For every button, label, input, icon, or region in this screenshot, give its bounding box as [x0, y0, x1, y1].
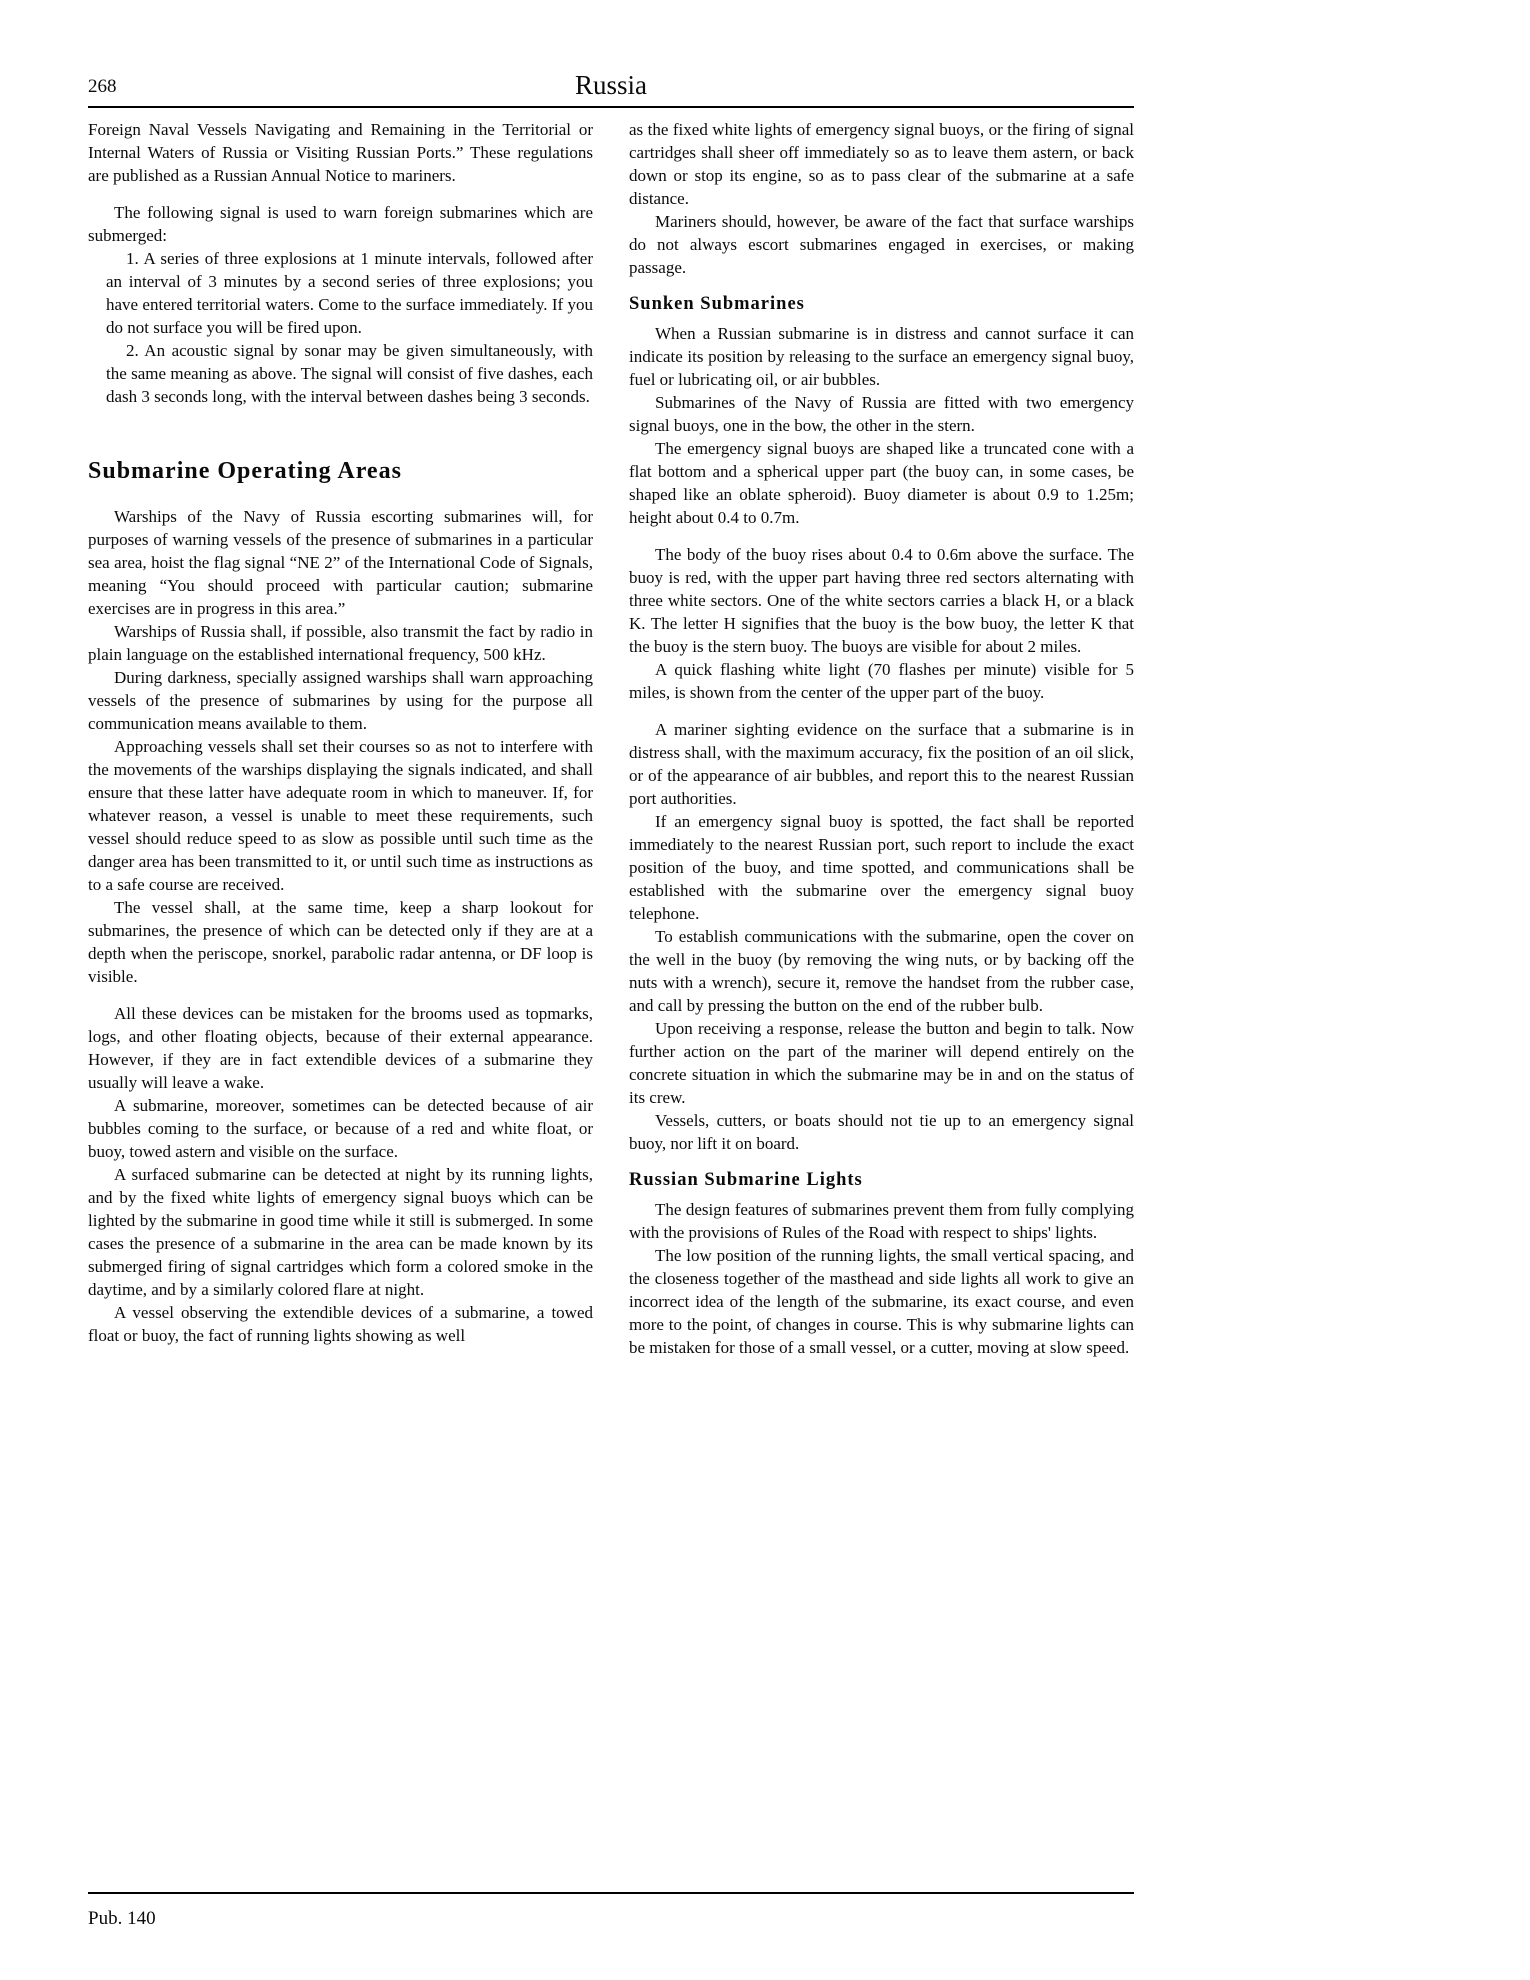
paragraph: Upon receiving a response, release the button and begin to talk. Now further action on the part of the mariner will depend entirely on the concrete situation in which the submarine may be in and on the status of its crew. — [629, 1019, 1134, 1107]
paragraph: A submarine, moreover, sometimes can be detected because of air bubbles coming to the surface, or because of a red and white float, or buoy, towed astern and visible on the surface. — [88, 1096, 593, 1161]
paragraph: If an emergency signal buoy is spotted, the fact shall be reported immediately to the nearest Russian port, such report to include the exact position of the buoy, and time spotted, and communications shall be established with the submarine over the emergency signal buoy telephone. — [629, 812, 1134, 923]
paragraph: To establish communications with the submarine, open the cover on the well in the buoy (by removing the wing nuts, or by backing off the nuts with a wrench), secure it, remove the handset from the rubber case, and call by pressing the button on the end of the rubber bulb. — [629, 927, 1134, 1015]
paragraph: Warships of Russia shall, if possible, also transmit the fact by radio in plain language on the established international frequency, 500 kHz. — [88, 622, 593, 664]
paragraph: Foreign Naval Vessels Navigating and Remaining in the Territorial or Internal Waters of Russia or Visiting Russian Ports.” These regulations are published as a Russian Annual Notice to mariners. — [88, 120, 593, 185]
section-heading: Russian Submarine Lights — [629, 1170, 863, 1190]
right-column — [629, 118, 1134, 1359]
paragraph: Submarines of the Navy of Russia are fitted with two emergency signal buoys, one in the bow, the other in the stern. — [629, 393, 1134, 435]
paragraph: During darkness, specially assigned warships shall warn approaching vessels of the presence of submarines by using for the purpose all communication means available to them. — [88, 668, 593, 733]
numbered-list-item: 2. An acoustic signal by sonar may be given simultaneously, with the same meaning as above. The signal will consist of five dashes, each dash 3 seconds long, with the interval between dashes being 3 seconds. — [106, 341, 593, 406]
page-number: 268 — [88, 76, 117, 97]
page-title: Russia — [574, 70, 647, 100]
paragraph: as the fixed white lights of emergency signal buoys, or the firing of signal cartridges shall sheer off immediately so as to leave them astern, or back down or stop its engine, so as to pass clear of the submarine at a safe distance. — [629, 120, 1134, 208]
paragraph: A vessel observing the extendible devices of a submarine, a towed float or buoy, the fact of running lights showing as well — [88, 1303, 593, 1345]
paragraph: The emergency signal buoys are shaped like a truncated cone with a flat bottom and a spherical upper part (the buoy can, in some cases, be shaped like an oblate spheroid). Buoy diameter is about 0.9 to 1.25m; height about 0.4 to 0.7m. — [629, 439, 1134, 527]
left-column — [88, 118, 593, 1359]
paragraph: Vessels, cutters, or boats should not tie up to an emergency signal buoy, nor lift it on board. — [629, 1111, 1134, 1153]
paragraph: Approaching vessels shall set their courses so as not to interfere with the movements of the warships displaying the signals indicated, and shall ensure that these latter have adequate room in which to maneuver. If, for whatever reason, a vessel is unable to meet these requirements, such vessel should reduce speed to as slow as possible until such time as the danger area has been transmitted to it, or until such time as instructions as to a safe course are received. — [88, 737, 593, 894]
section-heading: Sunken Submarines — [629, 294, 805, 314]
paragraph: Warships of the Navy of Russia escorting submarines will, for purposes of warning vessels of the presence of submarines in a particular sea area, hoist the flag signal “NE 2” of the International Code of Signals, meaning “You should proceed with particular caution; submarine exercises are in progress in this area.” — [88, 507, 593, 618]
paragraph: The vessel shall, at the same time, keep a sharp lookout for submarines, the presence of which can be detected only if they are at a depth when the periscope, snorkel, parabolic radar antenna, or DF loop is visible. — [88, 898, 593, 986]
paragraph: The following signal is used to warn foreign submarines which are submerged: — [88, 203, 593, 245]
page-body — [88, 118, 1134, 1359]
paragraph: Mariners should, however, be aware of the fact that surface warships do not always escort submarines engaged in exercises, or making passage. — [629, 212, 1134, 277]
paragraph: A mariner sighting evidence on the surface that a submarine is in distress shall, with the maximum accuracy, fix the position of an oil slick, or of the appearance of air bubbles, and report this to the nearest Russian port authorities. — [629, 720, 1134, 808]
numbered-list-item: 1. A series of three explosions at 1 minute intervals, followed after an interval of 3 minutes by a second series of three explosions; you have entered territorial waters. Come to the surface immediately. If you do not surface you will be fired upon. — [106, 249, 593, 337]
paragraph: A quick flashing white light (70 flashes per minute) visible for 5 miles, is shown from the center of the upper part of the buoy. — [629, 660, 1134, 702]
publication-number: Pub. 140 — [88, 1908, 156, 1929]
paragraph: All these devices can be mistaken for the brooms used as topmarks, logs, and other floating objects, because of their external appearance. However, if they are in fact extendible devices of a submarine they usually will leave a wake. — [88, 1004, 593, 1092]
paragraph: A surfaced submarine can be detected at night by its running lights, and by the fixed white lights of emergency signal buoys which can be lighted by the submarine in good time while it still is submerged. In some cases the presence of a submarine in the area can be made known by its submerged firing of signal cartridges which form a colored smoke in the daytime, and by a similarly colored flare at night. — [88, 1165, 593, 1299]
section-heading: Submarine Operating Areas — [88, 458, 402, 484]
paragraph: The body of the buoy rises about 0.4 to 0.6m above the surface. The buoy is red, with the upper part having three red sectors alternating with three white sectors. One of the white sectors carries a black H, or a black K. The letter H signifies that the buoy is the bow buoy, the letter K that the buoy is the stern buoy. The buoys are visible for about 2 miles. — [629, 545, 1134, 656]
paragraph: When a Russian submarine is in distress and cannot surface it can indicate its position by releasing to the surface an emergency signal buoy, fuel or lubricating oil, or air bubbles. — [629, 324, 1134, 389]
paragraph: The low position of the running lights, the small vertical spacing, and the closeness together of the masthead and side lights all work to give an incorrect idea of the length of the submarine, its exact course, and even more to the point, of changes in course. This is why submarine lights can be mistaken for those of a small vessel, or a cutter, moving at slow speed. — [629, 1246, 1134, 1357]
page-footer — [88, 1892, 1134, 1930]
page-header — [88, 58, 1134, 108]
paragraph: The design features of submarines prevent them from fully complying with the provisions of Rules of the Road with respect to ships' lights. — [629, 1200, 1134, 1242]
